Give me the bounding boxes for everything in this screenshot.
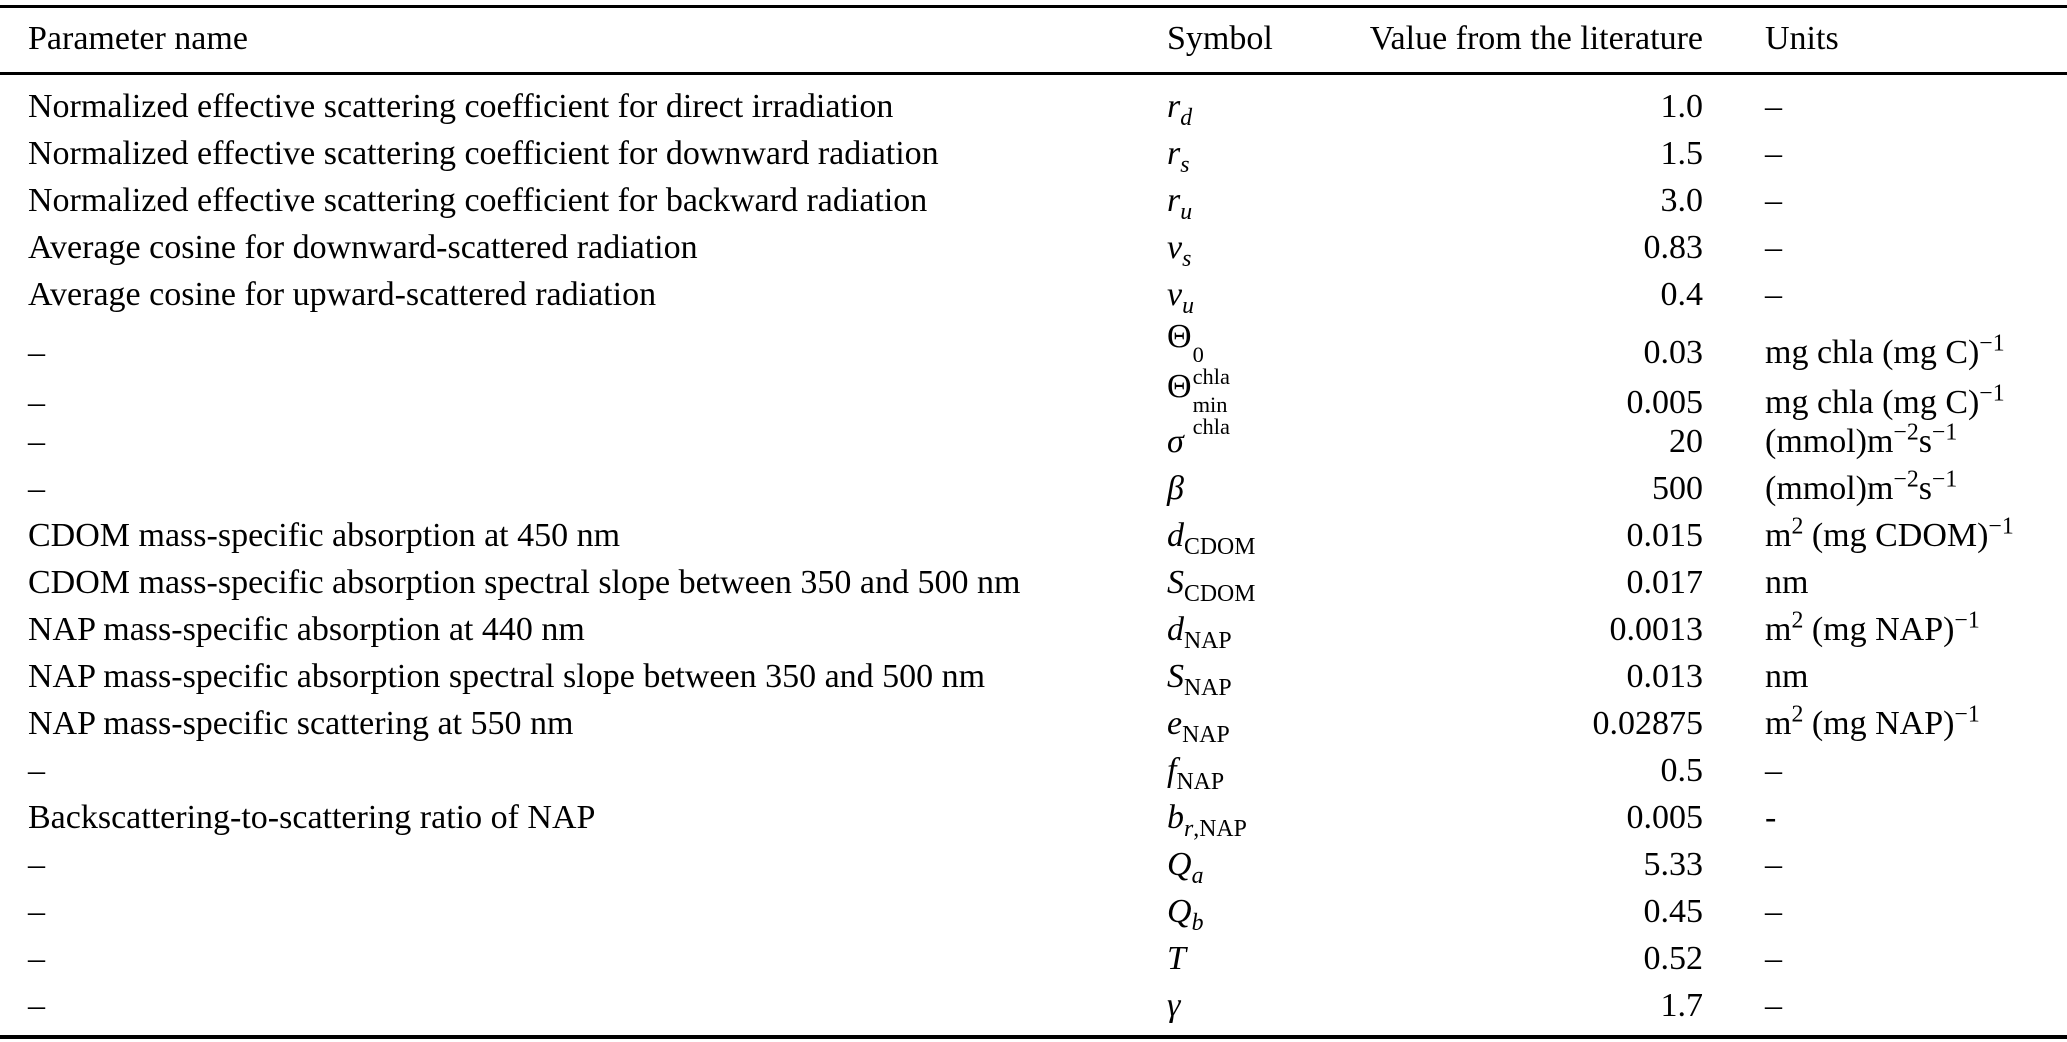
parameter-symbol-cell: $Q_b$ xyxy=(1167,892,1204,936)
parameter-value-cell: 0.02875 xyxy=(1592,704,1703,742)
column-header-value: Value from the literature xyxy=(1369,20,1703,57)
parameter-symbol-cell: $e_{NAP}$ xyxy=(1167,704,1230,748)
parameter-name-cell: – xyxy=(28,469,45,507)
parameter-name-cell: – xyxy=(28,986,45,1024)
parameter-symbol-cell: $b_{r,NAP}$ xyxy=(1167,798,1247,842)
parameter-name-cell: – xyxy=(28,422,45,460)
table-row xyxy=(0,83,2067,130)
parameter-name-cell: Normalized effective scattering coefficient for downward radiation xyxy=(28,134,939,172)
parameter-units-cell: – xyxy=(1765,939,1782,977)
table-row xyxy=(0,700,2067,747)
parameter-value-cell: 1.5 xyxy=(1660,134,1703,172)
parameter-symbol-cell: T xyxy=(1167,939,1186,977)
parameter-symbol-cell: $S_{CDOM}$ xyxy=(1167,563,1256,607)
table-row xyxy=(0,512,2067,559)
parameter-name-cell: – xyxy=(28,751,45,789)
table-row xyxy=(0,653,2067,700)
table-body xyxy=(0,75,2067,1035)
parameter-value-cell: 0.5 xyxy=(1660,751,1703,789)
parameter-symbol-cell: Θ 0 chla xyxy=(1167,318,1230,390)
parameter-name-cell: – xyxy=(28,334,45,372)
parameter-value-cell: 5.33 xyxy=(1643,845,1703,883)
parameter-symbol-cell: Θ min chla xyxy=(1167,368,1230,440)
parameter-units-cell: $m^2$ (mg NAP)$^{-1}$ xyxy=(1765,607,1980,648)
parameter-value-cell: 0.52 xyxy=(1643,939,1703,977)
parameter-units-cell: nm xyxy=(1765,657,1809,695)
parameter-value-cell: 0.015 xyxy=(1626,516,1703,554)
table-row xyxy=(0,418,2067,465)
table-row xyxy=(0,559,2067,606)
parameter-name-cell: NAP mass-specific absorption at 440 nm xyxy=(28,610,585,648)
parameter-value-cell: 0.45 xyxy=(1643,892,1703,930)
table-row xyxy=(0,888,2067,935)
table-row xyxy=(0,935,2067,982)
parameter-units-cell: $m^2$ (mg NAP)$^{-1}$ xyxy=(1765,701,1980,742)
parameter-name-cell: NAP mass-specific absorption spectral slope between 350 and 500 nm xyxy=(28,657,986,695)
parameter-value-cell: 1.0 xyxy=(1660,87,1703,125)
column-header-units: Units xyxy=(1765,20,1839,57)
parameter-name-cell: – xyxy=(28,384,45,422)
parameter-name-cell: – xyxy=(28,939,45,977)
parameter-value-cell: 0.83 xyxy=(1643,228,1703,266)
parameter-name-cell: Average cosine for downward-scattered radiation xyxy=(28,228,698,266)
parameter-name-cell: NAP mass-specific scattering at 550 nm xyxy=(28,704,574,742)
parameter-value-cell: 0.0013 xyxy=(1609,610,1703,648)
parameter-units-cell: – xyxy=(1765,87,1782,125)
parameter-symbol-cell: σ xyxy=(1167,422,1184,460)
column-header-parameter-name: Parameter name xyxy=(28,20,248,57)
parameter-value-cell: 500 xyxy=(1652,469,1703,507)
parameter-value-cell: 20 xyxy=(1669,422,1703,460)
parameter-units-cell: – xyxy=(1765,228,1782,266)
parameter-units-cell: - xyxy=(1765,798,1777,836)
parameter-value-cell: 0.005 xyxy=(1626,384,1703,422)
parameter-units-cell: $m^2$ (mg CDOM)$^{-1}$ xyxy=(1765,513,2014,554)
parameter-value-cell: 0.03 xyxy=(1643,334,1703,372)
table-row xyxy=(0,794,2067,841)
parameter-name-cell: Average cosine for upward-scattered radiation xyxy=(28,275,657,313)
parameter-units-cell: mg chla (mg C)$^{-1}$ xyxy=(1765,380,2005,422)
parameter-symbol-cell: $r_u$ xyxy=(1167,181,1193,225)
parameter-units-cell: – xyxy=(1765,275,1782,313)
parameter-symbol-cell: $f_{NAP}$ xyxy=(1167,751,1225,795)
parameter-value-cell: 0.017 xyxy=(1626,563,1703,601)
parameter-symbol-cell: $Q_a$ xyxy=(1167,845,1204,889)
parameter-name-cell: – xyxy=(28,892,45,930)
parameter-units-cell: – xyxy=(1765,845,1782,883)
table-row xyxy=(0,271,2067,318)
parameter-value-cell: 0.013 xyxy=(1626,657,1703,695)
parameter-units-cell: nm xyxy=(1765,563,1809,601)
parameter-symbol-cell: $v_u$ xyxy=(1167,275,1194,319)
parameter-units-cell: – xyxy=(1765,892,1782,930)
table-row xyxy=(0,465,2067,512)
table-row xyxy=(0,318,2067,390)
parameter-name-cell: – xyxy=(28,845,45,883)
table-row xyxy=(0,130,2067,177)
parameter-symbol-cell: γ xyxy=(1167,986,1181,1024)
parameter-units-cell: $(mmol)m^{-2}s^{-1}$ xyxy=(1765,419,1958,460)
parameter-symbol-cell: $d_{NAP}$ xyxy=(1167,610,1232,654)
parameter-value-cell: 0.4 xyxy=(1660,275,1703,313)
table-row xyxy=(0,177,2067,224)
parameter-symbol-cell: β xyxy=(1167,469,1184,507)
parameter-symbol-cell: $v_s$ xyxy=(1167,228,1192,272)
bottom-rule xyxy=(0,1035,2067,1039)
parameter-units-cell: – xyxy=(1765,986,1782,1024)
parameter-symbol-cell: $S_{NAP}$ xyxy=(1167,657,1232,701)
table-row xyxy=(0,982,2067,1029)
parameter-name-cell: CDOM mass-specific absorption spectral slope between 350 and 500 nm xyxy=(28,563,1021,601)
parameter-units-cell: – xyxy=(1765,134,1782,172)
table-row xyxy=(0,841,2067,888)
parameter-symbol-cell: $r_s$ xyxy=(1167,134,1190,178)
parameter-symbol-cell: $r_d$ xyxy=(1167,87,1193,131)
parameter-units-cell: – xyxy=(1765,181,1782,219)
parameter-name-cell: CDOM mass-specific absorption at 450 nm xyxy=(28,516,621,554)
parameter-name-cell: Normalized effective scattering coefficient for backward radiation xyxy=(28,181,928,219)
parameter-units-cell: mg chla (mg C)$^{-1}$ xyxy=(1765,330,2005,372)
table-header-row xyxy=(0,8,2067,72)
parameter-value-cell: 3.0 xyxy=(1660,181,1703,219)
table-row xyxy=(0,606,2067,653)
parameter-value-cell: 0.005 xyxy=(1626,798,1703,836)
parameter-name-cell: Normalized effective scattering coefficient for direct irradiation xyxy=(28,87,894,125)
column-header-symbol: Symbol xyxy=(1167,20,1273,57)
parameter-name-cell: Backscattering-to-scattering ratio of NAP xyxy=(28,798,596,836)
parameter-symbol-cell: $d_{CDOM}$ xyxy=(1167,516,1256,560)
table-row xyxy=(0,224,2067,271)
parameter-units-cell: $(mmol)m^{-2}s^{-1}$ xyxy=(1765,466,1958,507)
parameter-value-cell: 1.7 xyxy=(1660,986,1703,1024)
table-row xyxy=(0,747,2067,794)
parameter-units-cell: – xyxy=(1765,751,1782,789)
